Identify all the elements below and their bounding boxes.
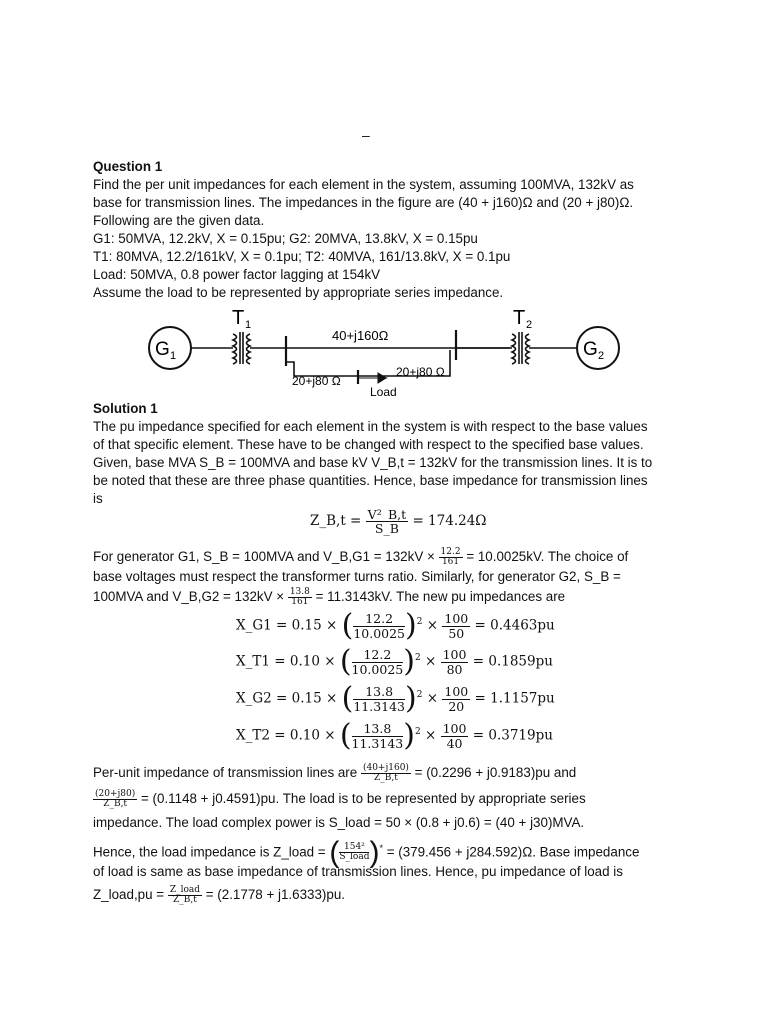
pu-eq-num1: 13.8 — [353, 685, 405, 699]
solution-line: The pu impedance specified for each element in the system is with respect to the base values — [93, 419, 648, 434]
gen1-frac-den: 161 — [441, 556, 460, 567]
question-line: Following are the given data. — [93, 213, 265, 228]
pu-eq-rhs: = 1.1157pu — [474, 690, 555, 707]
transformer-t2-subscript: 2 — [526, 319, 533, 331]
transmission-load-text: Per-unit impedance of transmission lines are $\frac{(40+j160)}{Z\_B,t}$ = (0.2296 + j0.9183)pu and $\frac{(20+j80)}{Z\_B,t}$ = (0.1148 + j0.4591)pu. The load is to be represented by appropriate series impedance. The load complex power is S_load = 50 × (0.8 + j0.6) = (40 + j30)MVA. Hence, the load impedance is Z_load = ( $\frac{\text{154²}}{\text{S\_load}}$ )* = (379.456 + j284.592)Ω. Base impedance of load is same as base impedance of transmission lines. Hence, pu impedance of load is Z_load,pu = $\frac{\text{Z\_load}}{Z\_B,t}$ = (2.1778 + j1.6333)pu. — [93, 760, 676, 908]
pu-eq-den1: 10.0025 — [353, 625, 406, 641]
pu-eq-num2: 100 — [442, 647, 467, 663]
pu-eq-den1: 11.3143 — [351, 735, 404, 751]
transformer-t1-symbol — [233, 332, 250, 364]
tl-frac2-num: (20+j80) — [95, 788, 136, 799]
line-impedance-top: 40+j160Ω — [332, 328, 389, 343]
tl-text-a: Per-unit impedance of transmission lines are — [93, 765, 358, 780]
pu-eq-rhs: = 0.1859pu — [472, 653, 553, 670]
gen1-frac-num: 12.2 — [440, 546, 461, 557]
question-line: G1: 50MVA, 12.2kV, X = 0.15pu; G2: 20MVA, 13.8kV, X = 0.15pu — [93, 231, 478, 246]
load-label: Load — [370, 385, 397, 399]
pu-eq-num2: 100 — [444, 611, 469, 627]
final-rhs: = (2.1778 + j1.6333)pu. — [205, 887, 345, 902]
tl-text-b: = (0.2296 + j0.9183)pu and — [414, 765, 577, 780]
zbase-lhs: Z_B,t = — [310, 513, 362, 530]
zbase-rhs: = 174.24Ω — [412, 513, 487, 530]
pu-eq-num2: 100 — [442, 721, 467, 737]
question-line: base for transmission lines. The impedances in the figure are (40 + j160)Ω and (20 + j80)Ω. — [93, 195, 634, 210]
pu-eq-den2: 50 — [448, 625, 465, 641]
solution-line: Given, base MVA S_B = 100MVA and base kV V_B,t = 132kV for the transmission lines. It is to — [93, 455, 653, 470]
gen2-text-b: = 11.3143kV. The new pu impedances are — [315, 589, 566, 604]
question-heading: Question 1 — [93, 159, 163, 174]
question-line: Assume the load to be represented by appropriate series impedance. — [93, 285, 504, 300]
transformer-t2-label: T — [513, 307, 526, 329]
generator-base-text — [93, 546, 676, 608]
generator-g1-subscript: 1 — [170, 350, 177, 362]
gen2-frac-num: 13.8 — [289, 586, 310, 597]
solution-heading: Solution 1 — [93, 401, 158, 416]
gen2-frac-den: 161 — [291, 596, 309, 607]
load-text-a: Hence, the load impedance is Z_load = — [93, 844, 326, 860]
tl-frac1-den: Z_B,t — [374, 772, 398, 783]
solution-line: is — [93, 491, 103, 506]
zbase-denominator: S_B — [374, 521, 399, 537]
gen2-text-a: 100MVA and V_B,G2 = 132kV × — [93, 589, 285, 604]
generator-g2-subscript: 2 — [598, 350, 605, 362]
final-lhs: Z_load,pu = — [93, 887, 165, 902]
pu-equation: X_G2 = 0.15 × ( $\frac{13.8}{11.3143}$ )$^2$ × $\frac{100}{20}$ = 1.1157pu — [236, 681, 555, 716]
question-line: Find the per unit impedances for each element in the system, assuming 100MVA, 132kV as — [93, 177, 634, 192]
pu-eq-den1: 10.0025 — [351, 661, 404, 677]
pu-eq-lhs: X_G2 = 0.15 × — [236, 690, 338, 707]
question-line: Load: 50MVA, 0.8 power factor lagging at 154kV — [93, 267, 381, 282]
pu-eq-den2: 20 — [448, 698, 465, 714]
generator-g2-label: G — [583, 339, 598, 360]
final-den: Z_B,t — [173, 894, 197, 905]
pu-eq-den2: 80 — [446, 661, 463, 677]
pu-eq-num1: 13.8 — [352, 722, 404, 736]
power-system-diagram — [140, 304, 630, 400]
line-impedance-bottom-right: 20+j80 Ω — [396, 365, 445, 379]
gen-line-2: base voltages must respect the transformer turns ratio. Similarly, for generator G2, S_B = — [93, 569, 621, 584]
load-text-b: = (379.456 + j284.592)Ω. Base impedance — [386, 844, 640, 860]
pu-eq-num1: 12.2 — [353, 612, 405, 626]
solution-line: be noted that these are three phase quantities. Hence, base impedance for transmission lines — [93, 473, 648, 488]
pu-equation: X_G1 = 0.15 × ( $\frac{12.2}{10.0025}$ )$^2$ × $\frac{100}{50}$ = 0.4463pu — [236, 608, 555, 643]
transformer-t1-subscript: 1 — [245, 319, 252, 331]
tl-frac1-num: (40+j160) — [362, 762, 409, 773]
gen1-text-a: For generator G1, S_B = 100MVA and V_B,G1 = 132kV × — [93, 549, 435, 564]
question-section — [93, 158, 676, 302]
line-impedance-bottom-left: 20+j80 Ω — [292, 374, 341, 388]
pu-eq-num2: 100 — [444, 684, 469, 700]
zbase-numerator: V²_B,t — [367, 507, 407, 522]
pu-eq-num1: 12.2 — [352, 648, 404, 662]
transformer-t2-symbol — [512, 332, 529, 364]
pu-eq-den1: 11.3143 — [353, 698, 406, 714]
load-arrow-icon — [358, 373, 386, 383]
page-mark: – — [362, 127, 370, 143]
generator-g1-label: G — [155, 339, 170, 360]
solution-section — [93, 400, 676, 508]
gen1-text-b: = 10.0025kV. The choice of — [466, 549, 629, 564]
pu-eq-den2: 40 — [446, 735, 463, 751]
load-frac-num: 154² — [339, 843, 369, 853]
load-line-1: impedance. The load complex power is S_load = 50 × (0.8 + j0.6) = (40 + j30)MVA. — [93, 815, 585, 830]
load-frac-den: S_load — [339, 852, 370, 863]
load-line-3: of load is same as base impedance of transmission lines. Hence, pu impedance of load is — [93, 864, 623, 879]
question-line: T1: 80MVA, 12.2/161kV, X = 0.1pu; T2: 40MVA, 161/13.8kV, X = 0.1pu — [93, 249, 511, 264]
pu-equation: X_T2 = 0.10 × ( $\frac{13.8}{11.3143}$ )$^2$ × $\frac{100}{40}$ = 0.3719pu — [236, 718, 553, 753]
transformer-t1-label: T — [232, 307, 245, 329]
final-num: Z_load — [169, 884, 201, 895]
pu-eq-lhs: X_G1 = 0.15 × — [236, 617, 338, 634]
base-impedance-equation — [310, 508, 487, 535]
pu-equation: X_T1 = 0.10 × ( $\frac{12.2}{10.0025}$ )$^2$ × $\frac{100}{80}$ = 0.1859pu — [236, 644, 553, 679]
conjugate-star: * — [379, 843, 383, 853]
solution-line: of that specific element. These have to be changed with respect to the specified base values. — [93, 437, 644, 452]
tl-frac2-den: Z_B,t — [103, 798, 128, 809]
pu-eq-rhs: = 0.4463pu — [474, 617, 555, 634]
pu-eq-rhs: = 0.3719pu — [472, 727, 553, 744]
pu-eq-lhs: X_T1 = 0.10 × — [236, 653, 336, 670]
tl-text-c: = (0.1148 + j0.4591)pu. The load is to be represented by appropriate series — [141, 791, 586, 806]
pu-eq-lhs: X_T2 = 0.10 × — [236, 727, 336, 744]
